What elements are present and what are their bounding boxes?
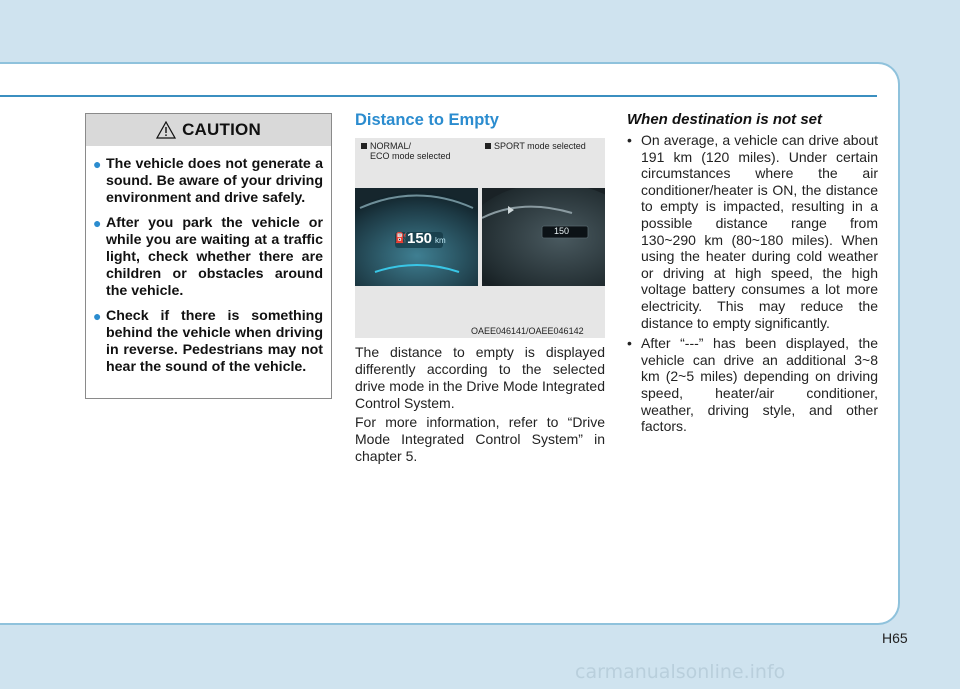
bullet-icon: ● bbox=[93, 308, 102, 324]
bullet-icon: ● bbox=[93, 156, 102, 172]
page-number: H65 bbox=[882, 630, 908, 646]
cluster-distance-unit: km bbox=[435, 236, 446, 245]
figure-label-sport: SPORT mode selected bbox=[485, 141, 586, 151]
list-item: • On average, a vehicle can drive about 191 km (120 miles). Under certain circumstances where the air conditioner/heater is ON, the distance to empty is impacted, resulting in a possible distance range from 130~290 km (80~180 miles). When using the heater during cold weather or driving at high speed, the high voltage battery consumes a lot more electricity. This may reduce the distance to empty significantly. bbox=[627, 132, 878, 331]
caution-item: ● Check if there is something behind the vehicle when driving in reverse. Pedestrians may not hear the sound of the vehicle. bbox=[93, 308, 323, 375]
subsection-heading: When destination is not set bbox=[627, 111, 823, 128]
caution-box bbox=[85, 113, 332, 399]
watermark: carmanualsonline.info bbox=[575, 661, 786, 683]
bullet-icon: • bbox=[627, 335, 632, 352]
caution-title: CAUTION bbox=[182, 120, 261, 139]
cluster-distance-value: 150 bbox=[407, 230, 433, 247]
body-paragraph: The distance to empty is displayed differently according to the selected drive mode in the Drive Mode Integrated Control System. bbox=[355, 344, 605, 411]
caution-header bbox=[86, 114, 331, 146]
bullet-icon: ● bbox=[93, 215, 102, 231]
body-paragraph: For more information, refer to “Drive Mode Integrated Control System” in chapter 5. bbox=[355, 414, 605, 464]
figure-caption: OAEE046141/OAEE046142 bbox=[471, 326, 584, 336]
caution-item: ● After you park the vehicle or while you are waiting at a traffic light, check whether there are children or obstacles around the vehicle. bbox=[93, 215, 323, 299]
caution-item: ● The vehicle does not generate a sound. Be aware of your driving environment and drive safely. bbox=[93, 156, 323, 206]
list-item: • After “---” has been displayed, the vehicle can drive an additional 3~8 km (2~5 miles) depending on driving speed, heater/air conditioner, weather, driving style, and other factors. bbox=[627, 335, 878, 435]
figure-label-normal: NORMAL/ ECO mode selected bbox=[361, 141, 451, 161]
section-heading: Distance to Empty bbox=[355, 111, 499, 129]
header-rule bbox=[0, 95, 877, 97]
square-bullet-icon bbox=[361, 143, 367, 149]
info-list bbox=[627, 132, 878, 439]
cluster-normal-image bbox=[355, 188, 478, 286]
cluster-figure bbox=[355, 138, 605, 338]
square-bullet-icon bbox=[485, 143, 491, 149]
caution-list bbox=[86, 146, 331, 376]
warning-triangle-icon bbox=[156, 121, 176, 139]
bullet-icon: • bbox=[627, 132, 632, 148]
cluster-sport-graphic bbox=[482, 188, 605, 286]
cluster-sport-image bbox=[482, 188, 605, 286]
cluster-sport-value: 150 bbox=[554, 226, 570, 236]
ev-icon: ⛽ bbox=[395, 233, 408, 244]
